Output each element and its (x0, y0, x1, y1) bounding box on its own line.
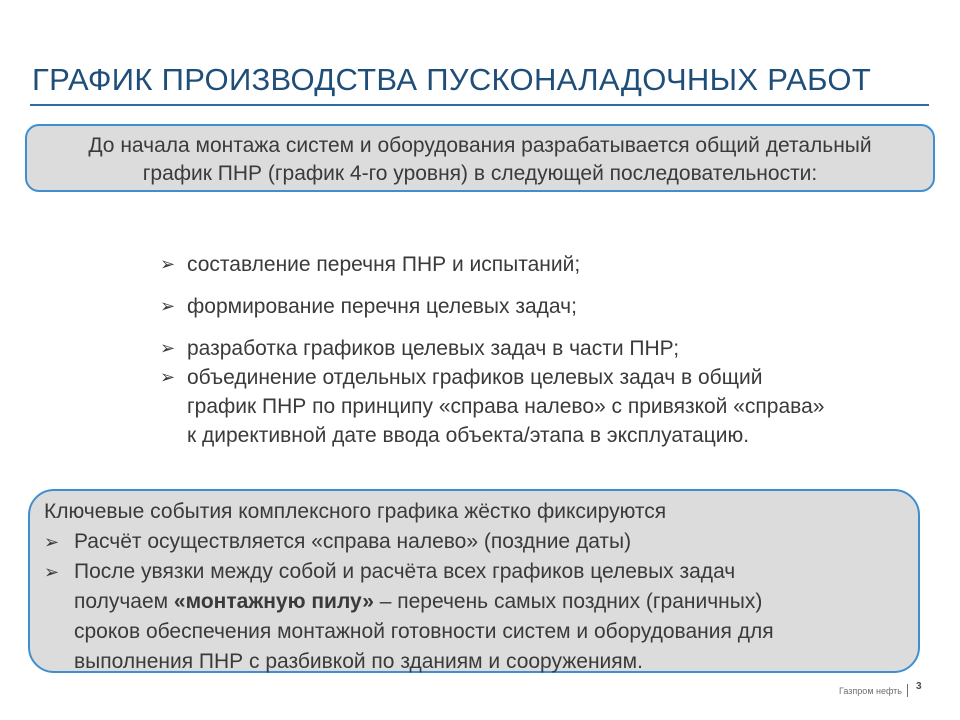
list-item-text: составление перечня ПНР и испытаний; (187, 253, 581, 276)
key-events-box (28, 489, 920, 673)
list-item (160, 250, 940, 279)
page-number: 3 (916, 681, 922, 692)
list-item-text: объединение отдельных графиков целевых задач в общий (187, 366, 763, 389)
arrow-bullet-icon: ➢ (160, 338, 176, 358)
title-divider (30, 104, 929, 106)
footer-divider (907, 684, 908, 697)
key-events-heading: Ключевые события комплексного графика жёстко фиксируются (44, 500, 667, 523)
list-item-text: выполнения ПНР с разбивкой по зданиям и сооружениям. (74, 650, 643, 673)
list-item (44, 527, 918, 557)
intro-box (25, 124, 935, 192)
list-item-text (74, 587, 918, 617)
arrow-bullet-icon: ➢ (160, 254, 176, 274)
slide-title: ГРАФИК ПРОИЗВОДСТВА ПУСКОНАЛАДОЧНЫХ РАБОТ (32, 62, 872, 97)
list-item (160, 292, 940, 321)
list-item-text: сроков обеспечения монтажной готовности систем и оборудования для (74, 620, 774, 643)
footer (839, 684, 908, 697)
list-item (160, 334, 940, 363)
list-item-text: Расчёт осуществляется «справа налево» (поздние даты) (74, 530, 632, 553)
list-item-text: график ПНР по принципу «справа налево» с привязкой «справа» (187, 395, 825, 418)
mounting-saw-term: «монтажную пилу» (173, 590, 374, 613)
list-item (44, 557, 918, 677)
intro-line: график ПНР (график 4-го уровня) в следующей последовательности: (142, 162, 818, 185)
text-run: получаем (74, 590, 174, 613)
company-name: Газпром нефть (839, 685, 902, 696)
arrow-bullet-icon: ➢ (44, 532, 60, 552)
steps-list (160, 250, 940, 450)
list-item-text: формирование перечня целевых задач; (187, 295, 577, 318)
arrow-bullet-icon: ➢ (160, 296, 176, 316)
intro-line: До начала монтажа систем и оборудования разрабатывается общий детальный (88, 134, 872, 157)
list-item-text: После увязки между собой и расчёта всех графиков целевых задач (74, 560, 736, 583)
list-item-text: к директивной дате ввода объекта/этапа в эксплуатацию. (187, 424, 750, 447)
text-run: – перечень самых поздних (граничных) (373, 590, 763, 613)
arrow-bullet-icon: ➢ (160, 367, 176, 387)
list-item-text: разработка графиков целевых задач в части ПНР; (187, 337, 680, 360)
list-item (160, 363, 940, 450)
arrow-bullet-icon: ➢ (44, 562, 60, 582)
